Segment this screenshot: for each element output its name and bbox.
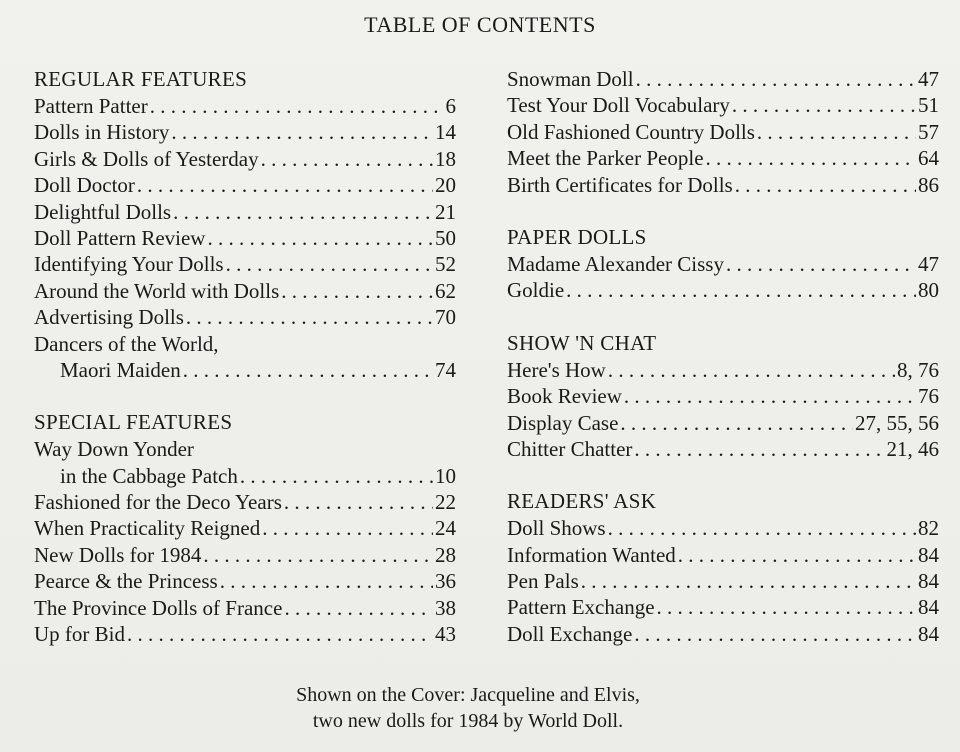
entry-page: 82 xyxy=(918,516,939,541)
leader-dots xyxy=(127,621,433,647)
entry-title: Test Your Doll Vocabulary xyxy=(507,93,730,118)
leader-dots xyxy=(137,172,433,198)
toc-entry[interactable] xyxy=(34,621,456,647)
leader-dots xyxy=(261,146,433,172)
entry-page: 52 xyxy=(435,252,456,277)
entry-page: 27, 55, 56 xyxy=(855,410,939,435)
leader-dots xyxy=(581,568,916,594)
section-readers-ask xyxy=(507,488,939,647)
toc-entry[interactable] xyxy=(507,172,939,198)
entry-page: 22 xyxy=(435,490,456,515)
leader-dots xyxy=(226,251,433,277)
entry-page: 84 xyxy=(918,621,939,646)
toc-entry[interactable] xyxy=(507,251,939,277)
entry-page: 84 xyxy=(918,595,939,620)
toc-entry[interactable] xyxy=(34,251,456,277)
entry-title: When Practicality Reigned xyxy=(34,516,261,541)
entry-title: Pearce & the Princess xyxy=(34,569,218,594)
entry-page: 47 xyxy=(918,251,939,276)
entry-title: The Province Dolls of France xyxy=(34,595,283,620)
entry-page: 10 xyxy=(435,463,456,488)
entry-page: 51 xyxy=(918,93,939,118)
entry-page: 20 xyxy=(435,173,456,198)
toc-entry[interactable] xyxy=(507,66,939,92)
toc-entry[interactable] xyxy=(34,568,456,594)
toc-entry[interactable] xyxy=(34,119,456,145)
section-heading: SHOW 'N CHAT xyxy=(507,330,657,355)
entry-title: Meet the Parker People xyxy=(507,146,704,171)
entry-title: Old Fashioned Country Dolls xyxy=(507,119,755,144)
leader-dots xyxy=(608,357,895,383)
toc-entry[interactable] xyxy=(507,410,939,436)
leader-dots xyxy=(608,515,916,541)
toc-entry[interactable] xyxy=(34,172,456,198)
entry-page: 28 xyxy=(435,542,456,567)
entry-page: 84 xyxy=(918,542,939,567)
entry-title: Pattern Patter xyxy=(34,94,148,118)
section-special-features-continued xyxy=(507,66,939,198)
section-special-features xyxy=(34,409,456,647)
entry-title: Doll Doctor xyxy=(34,173,135,198)
entry-page: 50 xyxy=(435,225,456,250)
toc-entry[interactable] xyxy=(507,568,939,594)
leader-dots xyxy=(735,172,916,198)
entry-page: 8, 76 xyxy=(897,357,939,382)
entry-page: 84 xyxy=(918,569,939,594)
toc-entry[interactable] xyxy=(507,621,939,647)
entry-title-continued: in the Cabbage Patch xyxy=(60,463,238,488)
leader-dots xyxy=(757,119,916,145)
toc-entry[interactable] xyxy=(34,595,456,621)
entry-title-continued: Maori Maiden xyxy=(60,357,181,382)
entry-title: Display Case xyxy=(507,410,619,435)
toc-entry[interactable] xyxy=(34,93,456,119)
entry-page: 74 xyxy=(435,357,456,382)
leader-dots xyxy=(620,410,853,436)
entry-title: Birth Certificates for Dolls xyxy=(507,172,733,197)
entry-title: Information Wanted xyxy=(507,542,676,567)
entry-title: Doll Pattern Review xyxy=(34,225,206,250)
entry-page: 36 xyxy=(435,569,456,594)
toc-entry-first-line[interactable] xyxy=(34,331,456,357)
entry-title: Dancers of the World, xyxy=(34,331,219,356)
entry-title: Dolls in History xyxy=(34,120,170,145)
toc-entry[interactable] xyxy=(507,542,939,568)
entry-title: Here's How xyxy=(507,357,606,382)
entry-page: 14 xyxy=(435,120,456,145)
leader-dots xyxy=(284,595,433,621)
entry-page: 80 xyxy=(918,278,939,303)
leader-dots xyxy=(624,383,916,409)
entry-page: 62 xyxy=(435,278,456,303)
entry-title: New Dolls for 1984 xyxy=(34,542,202,567)
leader-dots xyxy=(207,225,433,251)
toc-entry[interactable] xyxy=(34,304,456,330)
entry-title: Identifying Your Dolls xyxy=(34,252,224,277)
entry-title: Chitter Chatter xyxy=(507,436,633,461)
leader-dots xyxy=(657,594,916,620)
leader-dots xyxy=(203,542,433,568)
toc-entry[interactable] xyxy=(507,145,939,171)
entry-page: 43 xyxy=(435,622,456,647)
section-heading: READERS' ASK xyxy=(507,489,657,514)
entry-title: Snowman Doll xyxy=(507,67,634,91)
section-regular-features xyxy=(34,66,456,383)
entry-page: 24 xyxy=(435,516,456,541)
leader-dots xyxy=(284,489,433,515)
page-title: TABLE OF CONTENTS xyxy=(364,12,596,37)
leader-dots xyxy=(183,357,433,383)
section-paper-dolls xyxy=(507,224,939,304)
leader-dots xyxy=(186,304,433,330)
entry-page: 64 xyxy=(918,146,939,171)
toc-entry[interactable] xyxy=(507,119,939,145)
cover-caption-line: Shown on the Cover: Jacqueline and Elvis, xyxy=(296,684,640,706)
leader-dots xyxy=(173,199,433,225)
cover-caption-line: two new dolls for 1984 by World Doll. xyxy=(312,710,624,732)
entry-title: Pattern Exchange xyxy=(507,595,655,620)
section-heading: PAPER DOLLS xyxy=(507,224,647,249)
toc-entry[interactable] xyxy=(34,515,456,541)
leader-dots xyxy=(706,145,916,171)
cover-caption xyxy=(0,682,936,734)
toc-entry[interactable] xyxy=(34,542,456,568)
entry-title: Madame Alexander Cissy xyxy=(507,251,724,276)
entry-page: 6 xyxy=(445,94,456,118)
entry-title: Fashioned for the Deco Years xyxy=(34,490,282,515)
toc-entry[interactable] xyxy=(507,436,939,462)
toc-entry[interactable] xyxy=(34,199,456,225)
section-show-n-chat xyxy=(507,330,939,463)
leader-dots xyxy=(281,278,433,304)
entry-page: 21, 46 xyxy=(886,436,939,461)
leader-dots xyxy=(240,463,433,489)
leader-dots xyxy=(220,568,433,594)
entry-title: Delightful Dolls xyxy=(34,199,172,224)
entry-title: Doll Exchange xyxy=(507,621,633,646)
leader-dots xyxy=(678,542,916,568)
toc-entry[interactable] xyxy=(34,225,456,251)
entry-page: 38 xyxy=(435,595,456,620)
toc-entry[interactable] xyxy=(507,92,939,118)
toc-entry[interactable] xyxy=(507,383,939,409)
leader-dots xyxy=(262,515,433,541)
entry-page: 21 xyxy=(435,199,456,224)
leader-dots xyxy=(171,119,433,145)
section-heading: SPECIAL FEATURES xyxy=(34,410,233,435)
leader-dots xyxy=(634,621,916,647)
entry-page: 70 xyxy=(435,305,456,330)
toc-entry-first-line[interactable] xyxy=(34,436,456,462)
entry-page: 18 xyxy=(435,146,456,171)
entry-title: Up for Bid xyxy=(34,622,125,647)
entry-title: Goldie xyxy=(507,278,565,303)
toc-entry[interactable] xyxy=(507,515,939,541)
leader-dots xyxy=(150,93,444,119)
entry-page: 86 xyxy=(918,172,939,197)
entry-title: Girls & Dolls of Yesterday xyxy=(34,146,259,171)
entry-title: Around the World with Dolls xyxy=(34,278,280,303)
toc-entry[interactable] xyxy=(507,594,939,620)
entry-title: Advertising Dolls xyxy=(34,305,184,330)
leader-dots xyxy=(726,251,916,277)
entry-title: Doll Shows xyxy=(507,516,606,541)
right-column xyxy=(507,66,939,673)
leader-dots xyxy=(636,66,916,92)
entry-title: Way Down Yonder xyxy=(34,437,194,462)
toc-entry[interactable] xyxy=(34,278,456,304)
toc-entry[interactable] xyxy=(507,277,939,303)
leader-dots xyxy=(634,436,884,462)
entry-page: 76 xyxy=(918,384,939,409)
section-heading: REGULAR FEATURES xyxy=(34,67,248,91)
entry-title: Pen Pals xyxy=(507,569,579,594)
leader-dots xyxy=(566,277,916,303)
toc-entry[interactable] xyxy=(34,463,456,489)
entry-page: 57 xyxy=(918,119,939,144)
entry-title: Book Review xyxy=(507,384,622,409)
toc-entry[interactable] xyxy=(34,357,456,383)
toc-entry[interactable] xyxy=(507,357,939,383)
leader-dots xyxy=(732,92,916,118)
entry-page: 47 xyxy=(918,67,939,91)
left-column xyxy=(34,66,456,673)
toc-entry[interactable] xyxy=(34,146,456,172)
toc-entry[interactable] xyxy=(34,489,456,515)
